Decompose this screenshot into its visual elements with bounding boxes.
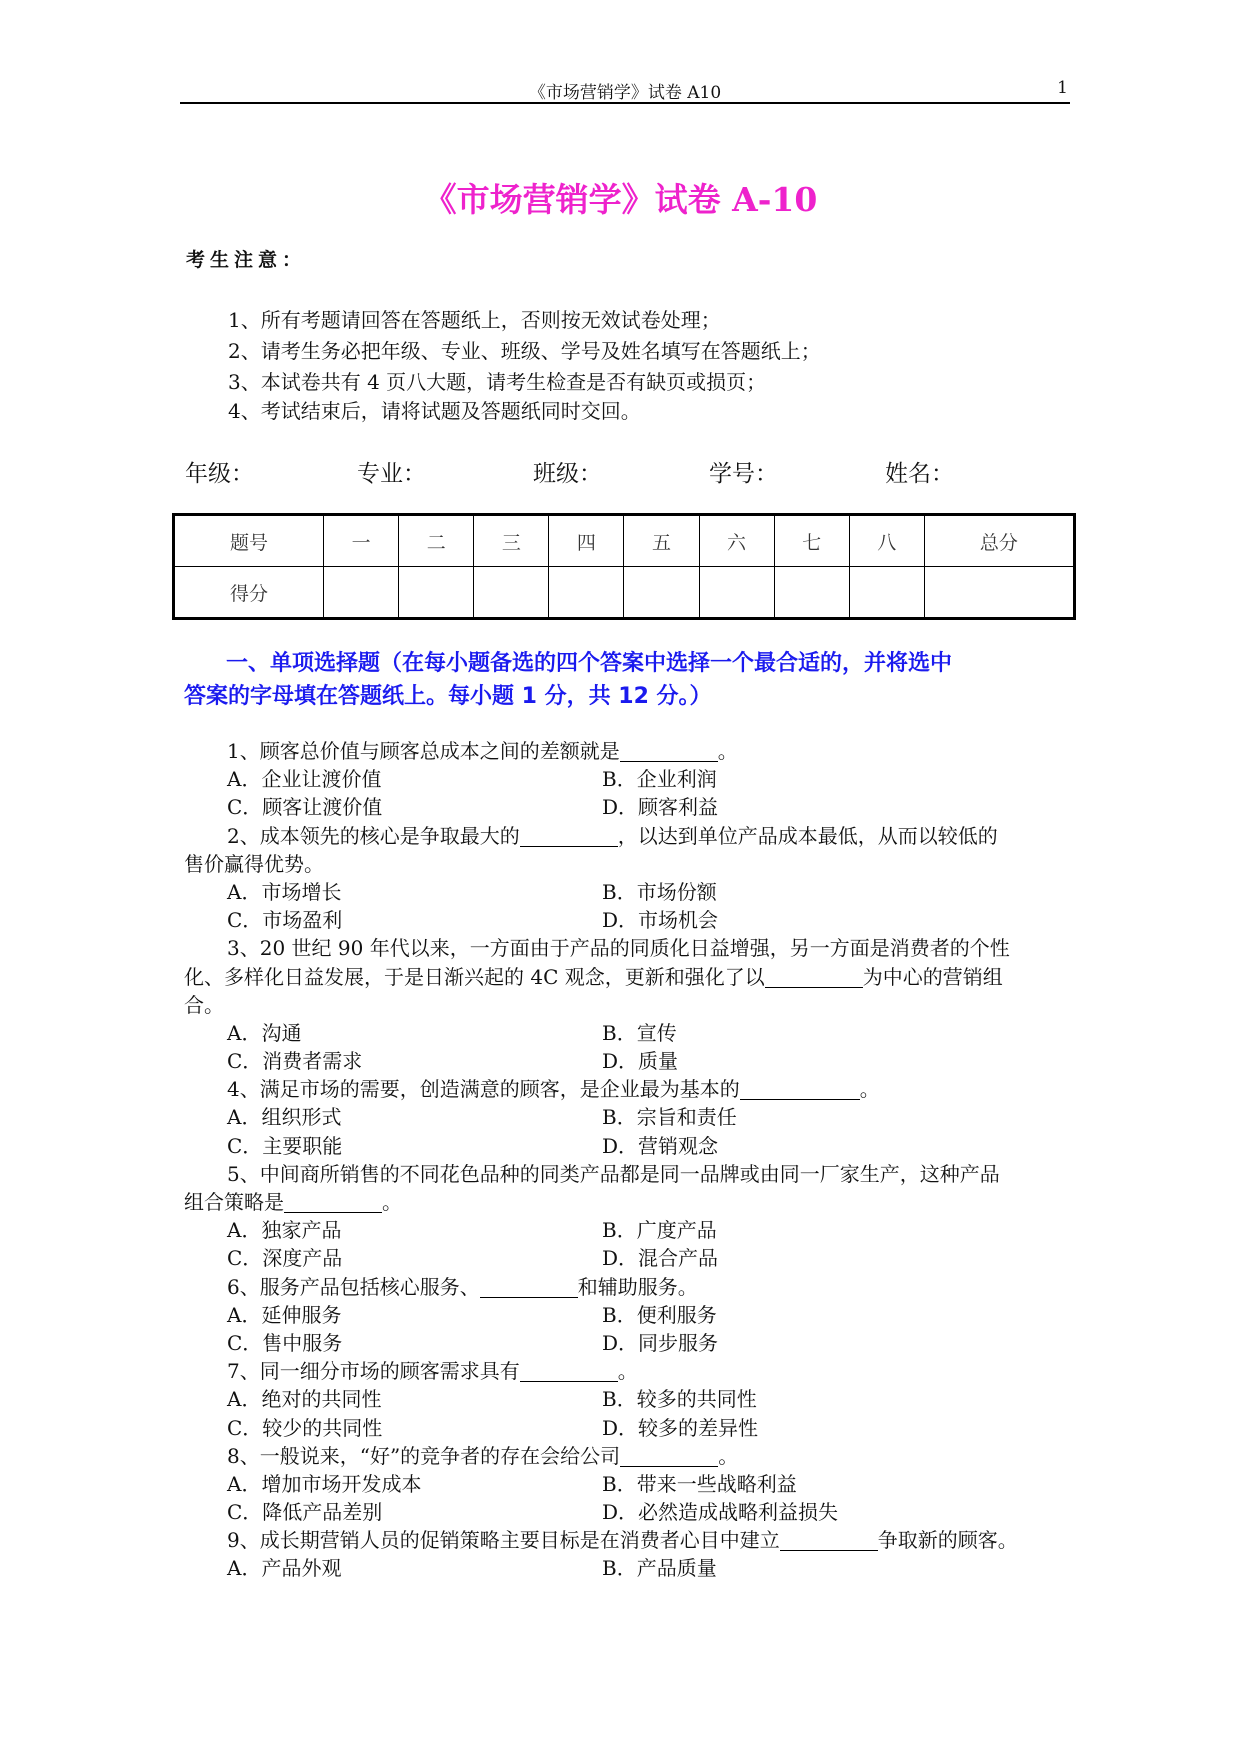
notice-item: 2、请考生务必把年级、专业、班级、学号及姓名填写在答题纸上； xyxy=(228,339,821,363)
question-4-options-ab xyxy=(184,1103,1074,1131)
exam-title: 《市场营销学》试卷 A-10 xyxy=(423,180,818,219)
notice-item: 4、考试结束后，请将试题及答题纸同时交回。 xyxy=(228,399,641,423)
question-4-stem: 4、满足市场的需要，创造满意的顾客，是企业最为基本的 。 xyxy=(227,1077,880,1102)
option-b: B．产品质量 xyxy=(602,1556,717,1581)
option-b: B．宗旨和责任 xyxy=(602,1105,737,1130)
option-b: B．企业利润 xyxy=(602,767,717,792)
option-d: D．质量 xyxy=(602,1049,679,1074)
option-b: B．市场份额 xyxy=(602,879,717,904)
option-a: A．组织形式 xyxy=(227,1105,342,1130)
section-1-heading-line1: 一、单项选择题（在每小题备选的四个答案中选择一个最合适的，并将选中 xyxy=(226,651,953,676)
question-6-stem: 6、服务产品包括核心服务、 和辅助服务。 xyxy=(227,1274,698,1299)
option-c: C．降低产品差别 xyxy=(227,1500,383,1525)
header-page-number: 1 xyxy=(1057,78,1068,98)
option-c: C．深度产品 xyxy=(227,1246,343,1271)
header-title: 《市场营销学》试卷 A10 xyxy=(528,83,722,103)
question-list xyxy=(184,737,1074,1583)
option-b: B．较多的共同性 xyxy=(602,1387,757,1412)
question-2-stem: 2、成本领先的核心是争取最大的 ，以达到单位产品成本最低，从而以较低的 xyxy=(227,823,998,848)
score-table-header-row xyxy=(174,515,1075,567)
question-2-stem-cont: 售价赢得优势。 xyxy=(184,851,324,876)
score-cell xyxy=(924,567,1074,619)
major-field-label: 专业： xyxy=(357,461,426,487)
question-2-options-ab xyxy=(184,878,1074,906)
option-d: D．顾客利益 xyxy=(602,795,719,820)
option-a: A．增加市场开发成本 xyxy=(227,1471,422,1496)
question-1-stem: 1、顾客总价值与顾客总成本之间的差额就是 。 xyxy=(227,739,738,763)
question-3-stem: 3、20 世纪 90 年代以来，一方面由于产品的同质化日益增强，另一方面是消费者的个性 xyxy=(227,936,1010,961)
score-cell xyxy=(549,567,624,619)
score-header-cell: 三 xyxy=(474,515,549,567)
answer-blank xyxy=(284,1192,382,1213)
page-header xyxy=(180,76,1070,104)
option-a: A．市场增长 xyxy=(227,879,342,904)
name-field-label: 姓名： xyxy=(885,461,954,487)
answer-blank xyxy=(620,741,718,762)
option-a: A．绝对的共同性 xyxy=(227,1387,382,1412)
score-row-label: 得分 xyxy=(174,567,324,619)
question-6-options-ab xyxy=(184,1301,1074,1329)
option-d: D．同步服务 xyxy=(602,1330,719,1355)
question-8-options-ab xyxy=(184,1470,1074,1498)
question-5-options-ab xyxy=(184,1216,1074,1244)
question-3-options-ab xyxy=(184,1019,1074,1047)
question-9-options-ab xyxy=(184,1554,1074,1582)
score-cell xyxy=(624,567,699,619)
option-d: D．较多的差异性 xyxy=(602,1415,759,1440)
notice-item: 3、本试卷共有 4 页八大题，请考生检查是否有缺页或损页； xyxy=(228,370,767,394)
option-a: A．企业让渡价值 xyxy=(227,767,382,792)
score-cell xyxy=(474,567,549,619)
score-table-score-row xyxy=(174,567,1075,619)
answer-blank xyxy=(740,1079,860,1100)
score-cell xyxy=(699,567,774,619)
option-d: D．混合产品 xyxy=(602,1246,719,1271)
question-7-options-cd xyxy=(184,1414,1074,1442)
option-a: A．沟通 xyxy=(227,1020,302,1045)
score-header-cell: 五 xyxy=(624,515,699,567)
option-a: A．独家产品 xyxy=(227,1218,342,1243)
option-d: D．营销观念 xyxy=(602,1133,719,1158)
student-id-field-label: 学号： xyxy=(709,461,778,487)
option-b: B．便利服务 xyxy=(602,1302,717,1327)
option-c: C．市场盈利 xyxy=(227,908,343,933)
answer-blank xyxy=(765,967,863,988)
option-b: B．宣传 xyxy=(602,1020,677,1045)
question-9-stem: 9、成长期营销人员的促销策略主要目标是在消费者心目中建立 争取新的顾客。 xyxy=(227,1528,1018,1553)
score-header-cell: 七 xyxy=(774,515,849,567)
answer-blank xyxy=(520,1361,618,1382)
option-d: D．市场机会 xyxy=(602,908,719,933)
option-c: C．消费者需求 xyxy=(227,1049,363,1074)
answer-blank xyxy=(480,1277,578,1298)
score-header-cell: 六 xyxy=(699,515,774,567)
question-7-options-ab xyxy=(184,1385,1074,1413)
option-a: A．产品外观 xyxy=(227,1556,342,1581)
score-cell xyxy=(849,567,924,619)
score-header-cell: 总分 xyxy=(924,515,1074,567)
score-header-cell: 一 xyxy=(324,515,399,567)
answer-blank xyxy=(620,1446,718,1467)
question-5-options-cd xyxy=(184,1244,1074,1272)
question-6-options-cd xyxy=(184,1329,1074,1357)
question-1-options-cd xyxy=(184,793,1074,821)
option-c: C．较少的共同性 xyxy=(227,1415,383,1440)
section-1-heading-line2: 答案的字母填在答题纸上。每小题 1 分，共 12 分。） xyxy=(184,684,712,709)
question-5-stem-cont: 组合策略是 。 xyxy=(184,1190,402,1214)
grade-field-label: 年级： xyxy=(185,461,254,487)
option-b: B．带来一些战略利益 xyxy=(602,1471,797,1496)
section-1-heading xyxy=(184,647,1074,713)
question-1-options-ab xyxy=(184,765,1074,793)
question-3-stem-cont: 化、多样化日益发展，于是日渐兴起的 4C 观念，更新和强化了以 为中心的营销组 xyxy=(184,964,1003,989)
question-3-stem-end: 合。 xyxy=(184,992,224,1017)
option-b: B．广度产品 xyxy=(602,1218,717,1243)
score-header-cell: 四 xyxy=(549,515,624,567)
option-c: C．顾客让渡价值 xyxy=(227,795,383,820)
question-4-options-cd xyxy=(184,1132,1074,1160)
score-header-cell: 题号 xyxy=(174,515,324,567)
notice-item: 1、所有考题请回答在答题纸上，否则按无效试卷处理； xyxy=(228,308,721,332)
question-8-stem: 8、一般说来，“好”的竞争者的存在会给公司 。 xyxy=(227,1443,739,1468)
answer-blank xyxy=(780,1530,878,1551)
question-8-options-cd xyxy=(184,1498,1074,1526)
score-cell xyxy=(774,567,849,619)
option-d: D．必然造成战略利益损失 xyxy=(602,1500,839,1525)
question-5-stem: 5、中间商所销售的不同花色品种的同类产品都是同一品牌或由同一厂家生产，这种产品 xyxy=(227,1161,1000,1186)
score-cell xyxy=(399,567,474,619)
score-cell xyxy=(324,567,399,619)
notice-list xyxy=(228,305,821,424)
question-3-options-cd xyxy=(184,1047,1074,1075)
option-a: A．延伸服务 xyxy=(227,1302,342,1327)
question-7-stem: 7、同一细分市场的顾客需求具有 。 xyxy=(227,1359,638,1384)
option-c: C．主要职能 xyxy=(227,1133,343,1158)
score-header-cell: 二 xyxy=(399,515,474,567)
score-header-cell: 八 xyxy=(849,515,924,567)
answer-blank xyxy=(520,826,618,847)
score-table xyxy=(172,513,1076,620)
notice-label: 考生注意： xyxy=(186,249,307,271)
question-2-options-cd xyxy=(184,906,1074,934)
option-c: C．售中服务 xyxy=(227,1330,343,1355)
class-field-label: 班级： xyxy=(533,461,602,487)
